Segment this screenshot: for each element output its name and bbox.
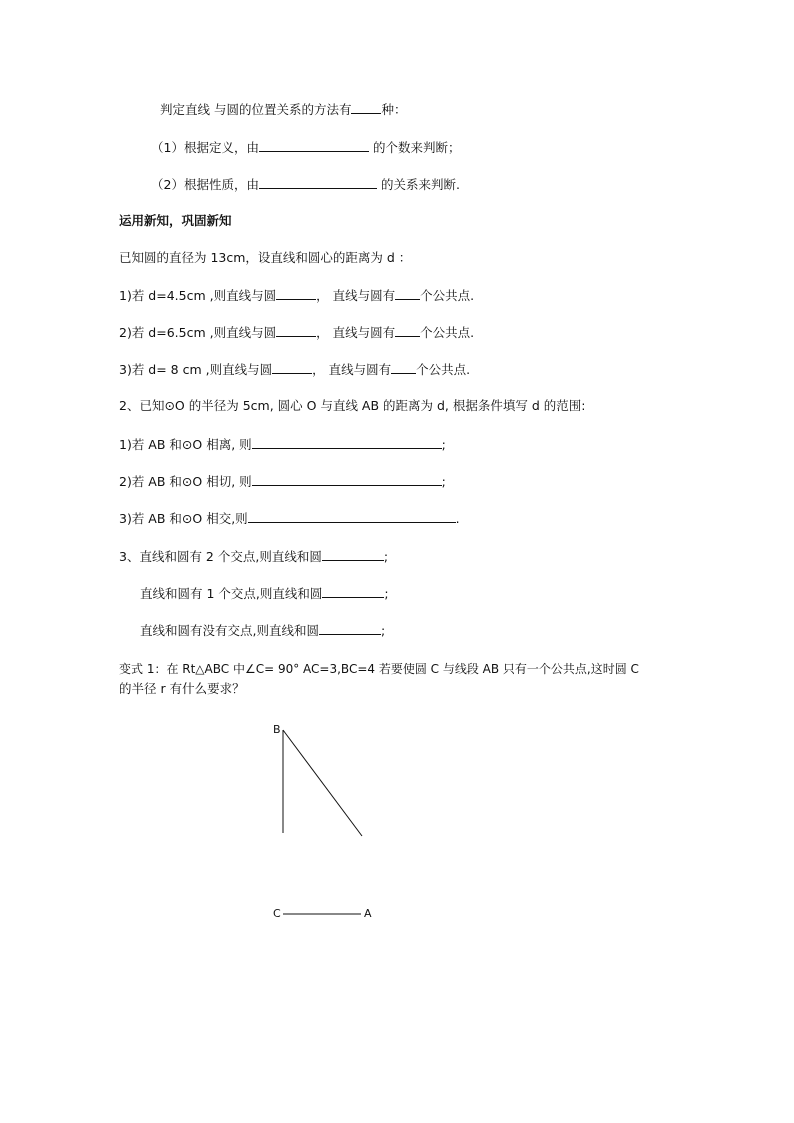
q1-item-3-suffix: 个公共点. [416,362,471,377]
method-definition-suffix: 的个数来判断； [368,140,461,155]
q2-item-1-suffix: ; [441,437,446,452]
q2-item-2-suffix: ; [441,474,446,489]
methods-question-suffix: 种： [381,102,407,117]
q1-item-2-suffix: 个公共点. [420,325,475,340]
segment-ab [283,730,362,836]
q1-item-3-prefix: 3)若 d= 8 cm ,则直线与圆 [119,362,273,377]
q2-item-2-prefix: 2)若 AB 和⊙O 相切, 则 [119,474,252,489]
variant-line-1: 变式 1：在 Rt△ABC 中∠C= 90° AC=3,BC=4 若要使圆 C 与线段 AB 只有一个公共点,这时圆 C [119,662,639,676]
q3-item-2-suffix: ; [384,586,389,601]
q1-item-1-prefix: 1)若 d=4.5cm ,则直线与圆 [119,288,277,303]
q2-stem: 2、已知⊙O 的半径为 5cm, 圆心 O 与直线 AB 的距离为 d, 根据条件填写 d 的范围: [119,398,586,413]
q1-stem: 已知圆的直径为 13cm，设直线和圆心的距离为 d ： [119,250,412,265]
q1-item-2-mid: ， 直线与圆有 [316,325,396,340]
q3-item-2-prefix: 直线和圆有 1 个交点,则直线和圆 [140,586,323,601]
q3-item-1-suffix: ; [383,549,389,564]
methods-question-prefix: 判定直线 与圆的位置关系的方法有 [160,102,352,117]
q3-item-1-prefix: 3、直线和圆有 2 个交点,则直线和圆 [119,549,322,564]
q1-item-1-suffix: 个公共点. [420,288,475,303]
q2-item-3-suffix: . [455,511,460,526]
q1-item-2-prefix: 2)若 d=6.5cm ,则直线与圆 [119,325,277,340]
vertex-a-label: A [364,907,372,920]
method-property-prefix: （2）根据性质，由 [151,177,259,192]
method-definition-prefix: （1）根据定义，由 [151,140,259,155]
q2-item-3-prefix: 3)若 AB 和⊙O 相交,则 [119,511,248,526]
vertex-b-label: B [273,723,281,736]
q3-item-3-prefix: 直线和圆有没有交点,则直线和圆 [140,623,319,638]
q1-item-3-mid: ， 直线与圆有 [312,362,392,377]
q2-item-1-prefix: 1)若 AB 和⊙O 相离, 则 [119,437,252,452]
q1-item-1-mid: ， 直线与圆有 [316,288,396,303]
method-property-suffix: 的关系来判断. [376,177,460,192]
section-title: 运用新知，巩固新知 [119,213,232,228]
variant-line-2: 的半径 r 有什么要求？ [119,681,245,696]
vertex-c-label: C [273,907,281,920]
q3-item-3-suffix: ; [380,623,386,638]
